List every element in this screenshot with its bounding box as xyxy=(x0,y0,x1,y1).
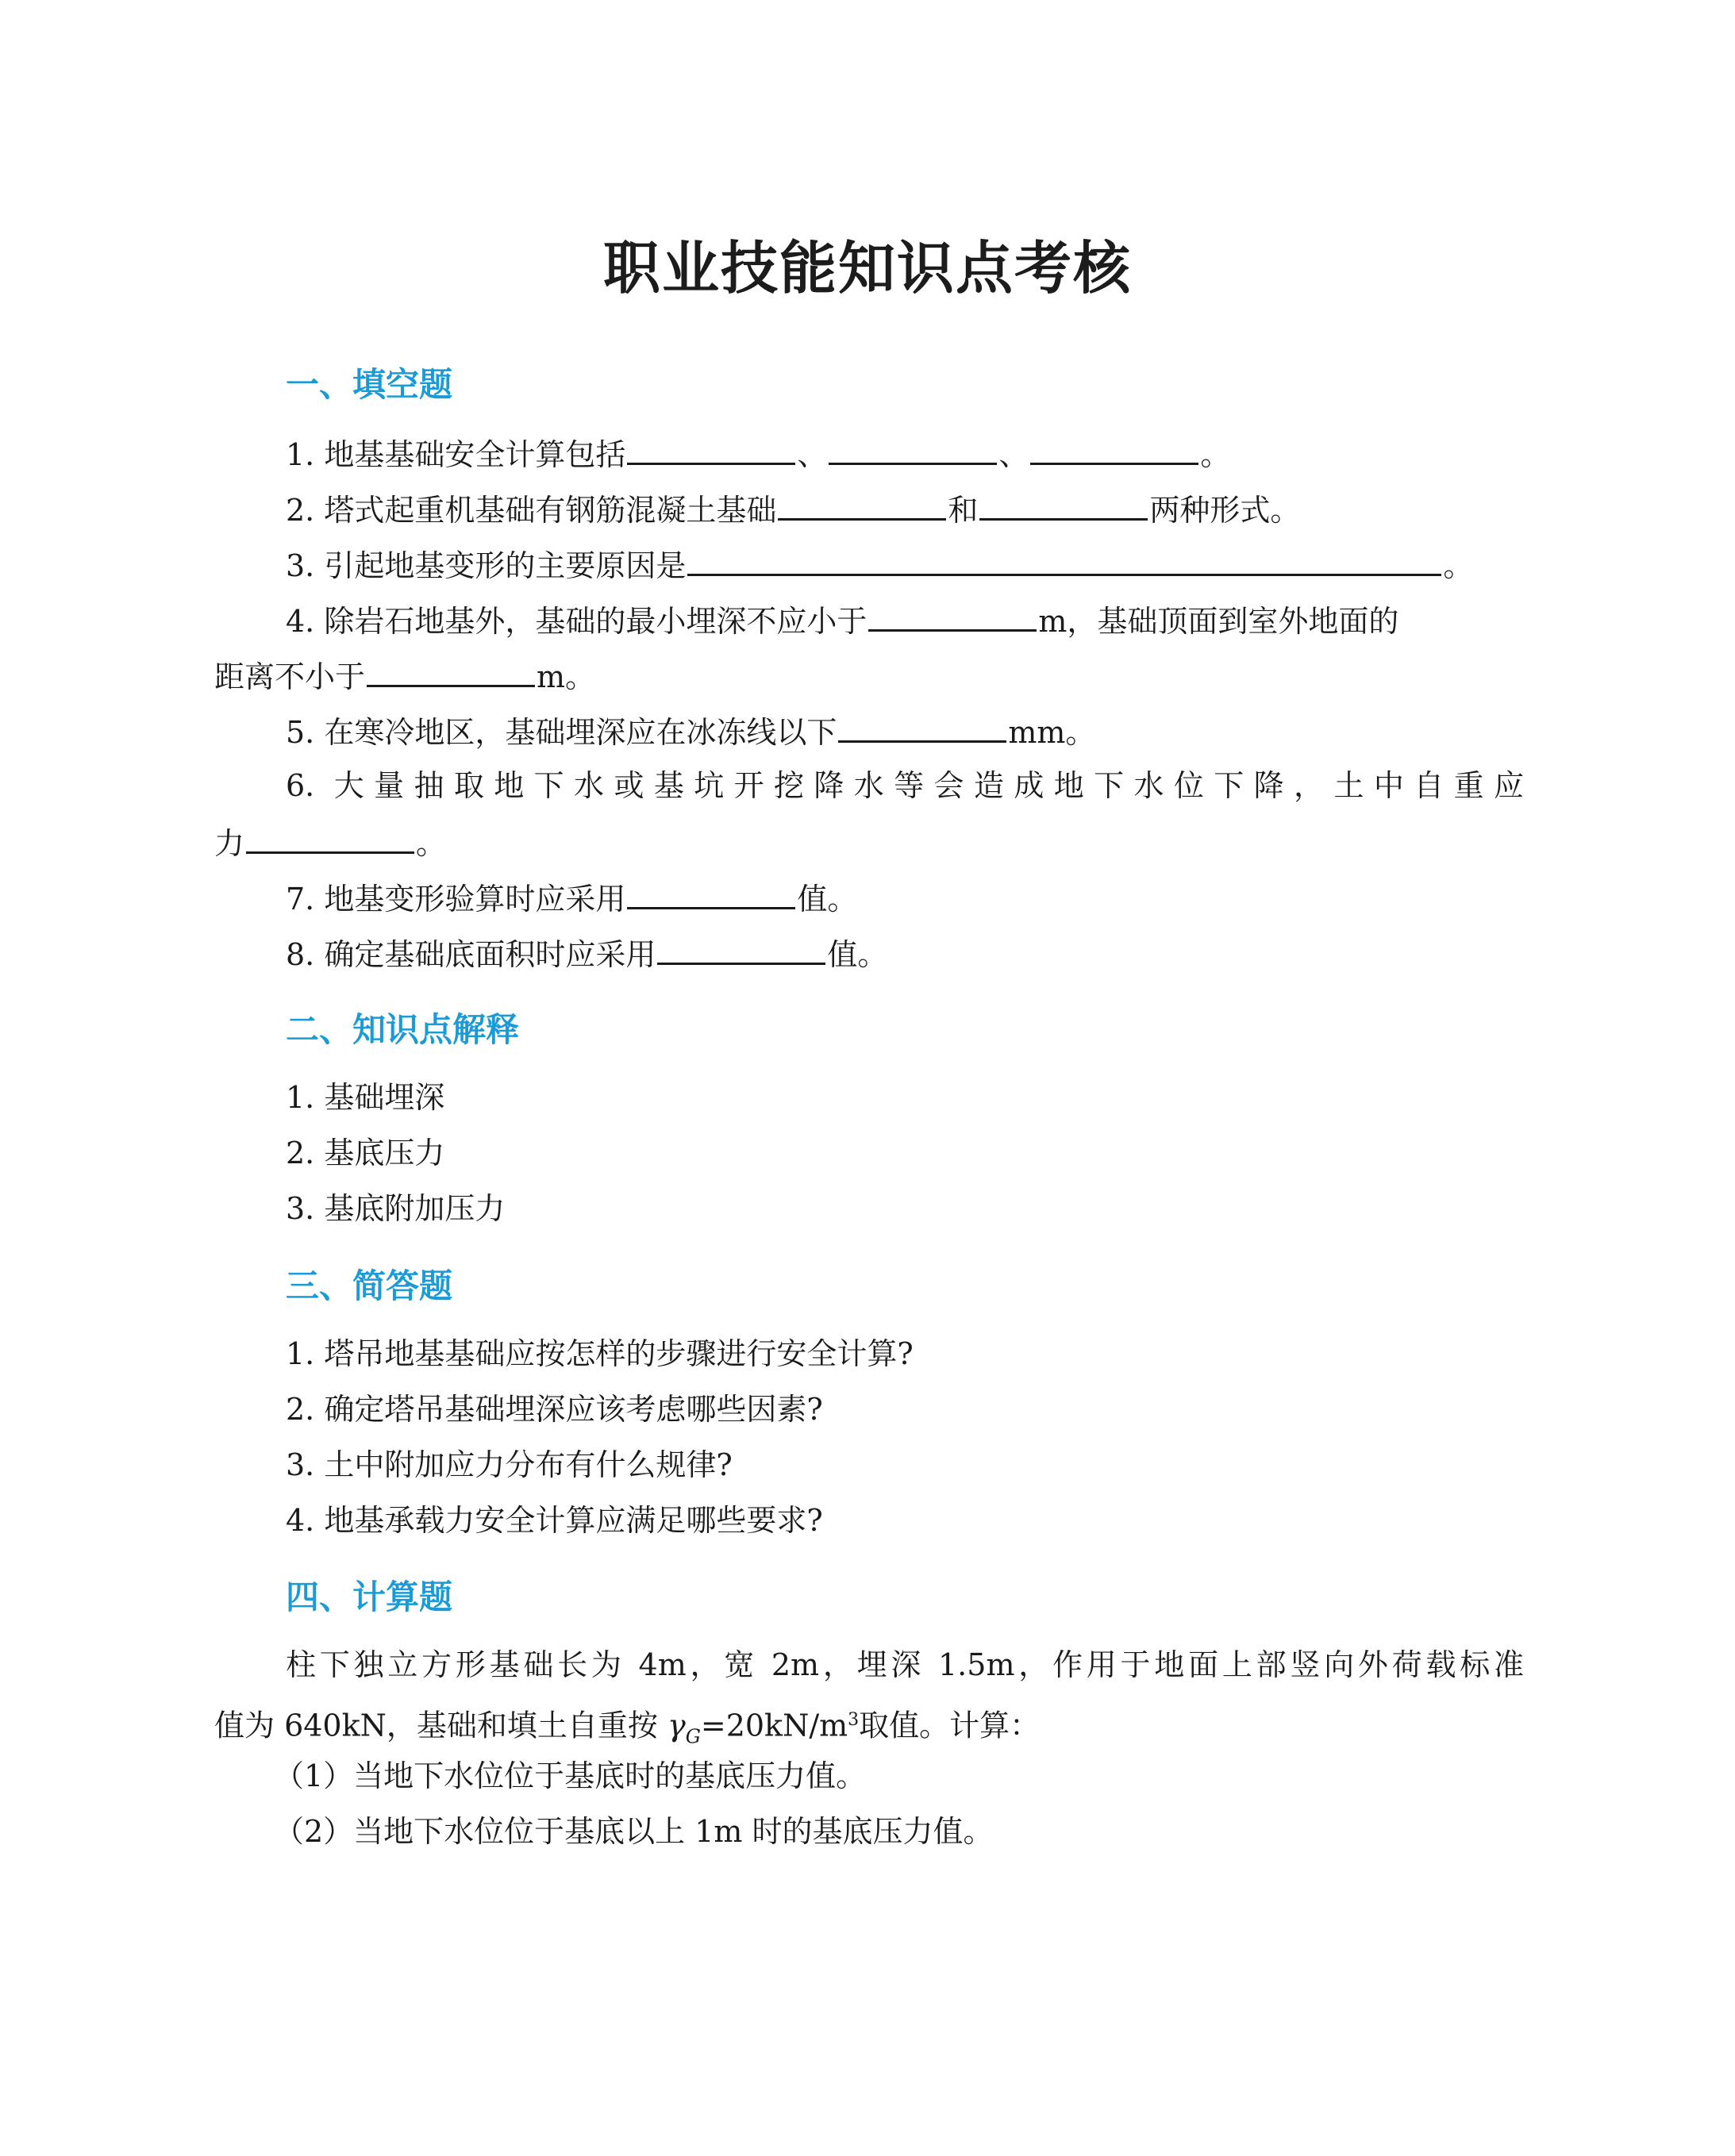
question-3: 3. 引起地基变形的主要原因是 。 xyxy=(286,544,1524,586)
list-item: 2. 基底压力 xyxy=(286,1136,445,1170)
list-item: 1. 基础埋深 xyxy=(286,1080,445,1115)
list-item: 2. 确定塔吊基础埋深应该考虑哪些因素? xyxy=(286,1392,823,1427)
section-heading-calculation: 四、计算题 xyxy=(286,1578,453,1616)
sub-question-1: （1）当地下水位位于基底时的基底压力值。 xyxy=(274,1758,867,1793)
answer-blank[interactable] xyxy=(367,655,535,687)
question-6: 6. 大量抽取地下水或基坑开挖降水等会造成地下水位下降，土中自重应 xyxy=(286,768,1524,803)
question-5: 5. 在寒冷地区，基础埋深应在冰冻线以下 mm。 xyxy=(286,710,1524,752)
question-6-continued: 力 。 xyxy=(214,821,1452,863)
list-item: 4. 地基承载力安全计算应满足哪些要求? xyxy=(286,1503,823,1538)
section-heading-explanation: 二、知识点解释 xyxy=(286,1010,520,1049)
answer-blank[interactable] xyxy=(246,821,414,854)
answer-blank[interactable] xyxy=(979,488,1148,521)
question-2: 2. 塔式起重机基础有钢筋混凝土基础 和 两种形式。 xyxy=(286,488,1524,530)
list-item: 1. 塔吊地基基础应按怎样的步骤进行安全计算? xyxy=(286,1336,914,1371)
question-8: 8. 确定基础底面积时应采用 值。 xyxy=(286,932,1524,974)
question-7: 7. 地基变形验算时应采用 值。 xyxy=(286,877,1524,919)
list-item: 3. 土中附加应力分布有什么规律? xyxy=(286,1447,733,1482)
gamma-symbol: γ xyxy=(667,1708,686,1743)
question-4-continued: 距离不小于 m。 xyxy=(214,655,1452,697)
answer-blank[interactable] xyxy=(657,932,825,965)
answer-blank[interactable] xyxy=(838,710,1006,743)
answer-blank[interactable] xyxy=(627,432,795,465)
section-heading-fill-in: 一、填空题 xyxy=(286,365,453,404)
answer-blank[interactable] xyxy=(868,599,1037,632)
answer-blank[interactable] xyxy=(627,877,795,909)
page-title: 职业技能知识点考核 xyxy=(602,235,1132,302)
section-heading-short-answer: 三、简答题 xyxy=(286,1266,453,1305)
problem-text-line-1: 柱下独立方形基础长为 4m，宽 2m，埋深 1.5m，作用于地面上部竖向外荷载标准 xyxy=(286,1647,1524,1682)
answer-blank[interactable] xyxy=(778,488,946,521)
question-4: 4. 除岩石地基外，基础的最小埋深不应小于 m，基础顶面到室外地面的 xyxy=(286,599,1524,641)
answer-blank[interactable] xyxy=(1030,432,1198,465)
answer-blank[interactable] xyxy=(829,432,997,465)
problem-text-line-2: 值为 640kN，基础和填土自重按 $\gamma_G=20kN/m^3$取值。计算： xyxy=(214,1708,1041,1748)
list-item: 3. 基底附加压力 xyxy=(286,1191,506,1226)
question-1: 1. 地基基础安全计算包括 、 、 。 xyxy=(286,432,1524,475)
answer-blank[interactable] xyxy=(687,544,1441,576)
sub-question-2: （2）当地下水位位于基底以上 1m 时的基底压力值。 xyxy=(274,1814,994,1849)
